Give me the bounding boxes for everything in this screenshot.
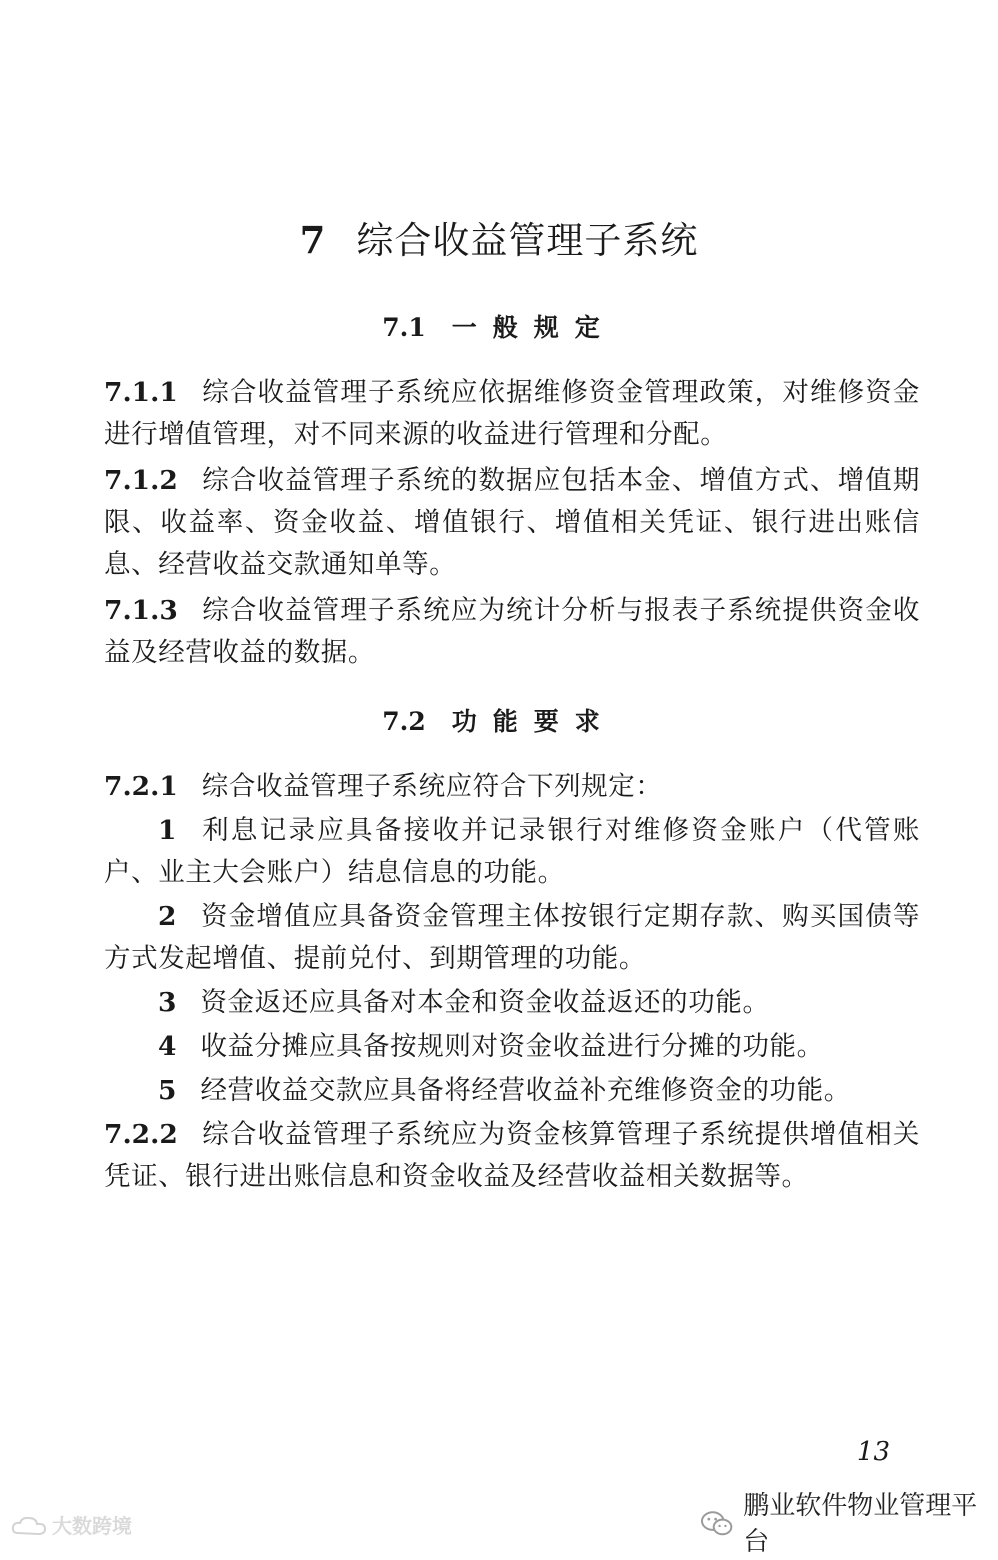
item-text: 资金增值应具备资金管理主体按银行定期存款、购买国债等方式发起增值、提前兑付、到期管理的功能。 <box>104 901 920 974</box>
watermark-text: 鹏业软件物业管理平台 <box>743 1491 978 1557</box>
section-heading-7-1 <box>0 308 998 348</box>
clause-number: 7.1.2 <box>104 465 178 496</box>
item-text: 资金返还应具备对本金和资金收益返还的功能。 <box>200 987 770 1018</box>
clause-text: 综合收益管理子系统应依据维修资金管理政策，对维修资金进行增值管理，对不同来源的收益进行管理和分配。 <box>104 377 920 450</box>
corner-watermark-text: 大数跨境 <box>52 1514 132 1538</box>
item-number: 2 <box>158 901 177 932</box>
page-number: 13 <box>856 1437 890 1467</box>
section-title-text: 功能要求 <box>451 707 616 736</box>
section-title-text: 一般规定 <box>451 313 616 342</box>
clause-text: 综合收益管理子系统应为资金核算管理子系统提供增值相关凭证、银行进出账信息和资金收益及经营收益相关数据等。 <box>104 1119 920 1192</box>
source-watermark <box>700 1488 998 1560</box>
chapter-number: 7 <box>299 218 327 262</box>
clause-number: 7.1.1 <box>104 377 178 408</box>
list-item <box>104 896 920 980</box>
clause-7-1-3 <box>104 590 920 674</box>
item-number: 3 <box>158 987 177 1018</box>
section-number: 7.2 <box>382 707 426 736</box>
item-number: 5 <box>158 1075 177 1106</box>
wechat-icon <box>700 1510 733 1538</box>
section-number: 7.1 <box>382 313 426 342</box>
list-item <box>104 1070 920 1112</box>
corner-watermark <box>10 1512 132 1540</box>
clause-text: 综合收益管理子系统的数据应包括本金、增值方式、增值期限、收益率、资金收益、增值银行、增值相关凭证、银行进出账信息、经营收益交款通知单等。 <box>104 465 920 580</box>
item-text: 经营收益交款应具备将经营收益补充维修资金的功能。 <box>200 1075 851 1106</box>
clause-7-1-2 <box>104 460 920 586</box>
item-text: 利息记录应具备接收并记录银行对维修资金账户（代管账户、业主大会账户）结息信息的功能。 <box>104 815 920 888</box>
list-item <box>104 1026 920 1068</box>
chapter-title-text: 综合收益管理子系统 <box>356 219 699 262</box>
clause-text: 综合收益管理子系统应符合下列规定： <box>201 771 663 802</box>
cloud-icon <box>10 1514 48 1538</box>
clause-7-2-2 <box>104 1114 920 1198</box>
clause-number: 7.2.1 <box>104 771 178 802</box>
clause-number: 7.2.2 <box>104 1119 178 1150</box>
clause-text: 综合收益管理子系统应为统计分析与报表子系统提供资金收益及经营收益的数据。 <box>104 595 920 668</box>
item-text: 收益分摊应具备按规则对资金收益进行分摊的功能。 <box>200 1031 824 1062</box>
chapter-title <box>0 212 998 269</box>
clause-7-1-1 <box>104 372 920 456</box>
clause-number: 7.1.3 <box>104 595 178 626</box>
list-item <box>104 982 920 1024</box>
item-number: 1 <box>158 815 177 846</box>
clause-7-2-1 <box>104 766 920 808</box>
item-number: 4 <box>158 1031 177 1062</box>
section-heading-7-2 <box>0 702 998 742</box>
list-item <box>104 810 920 894</box>
